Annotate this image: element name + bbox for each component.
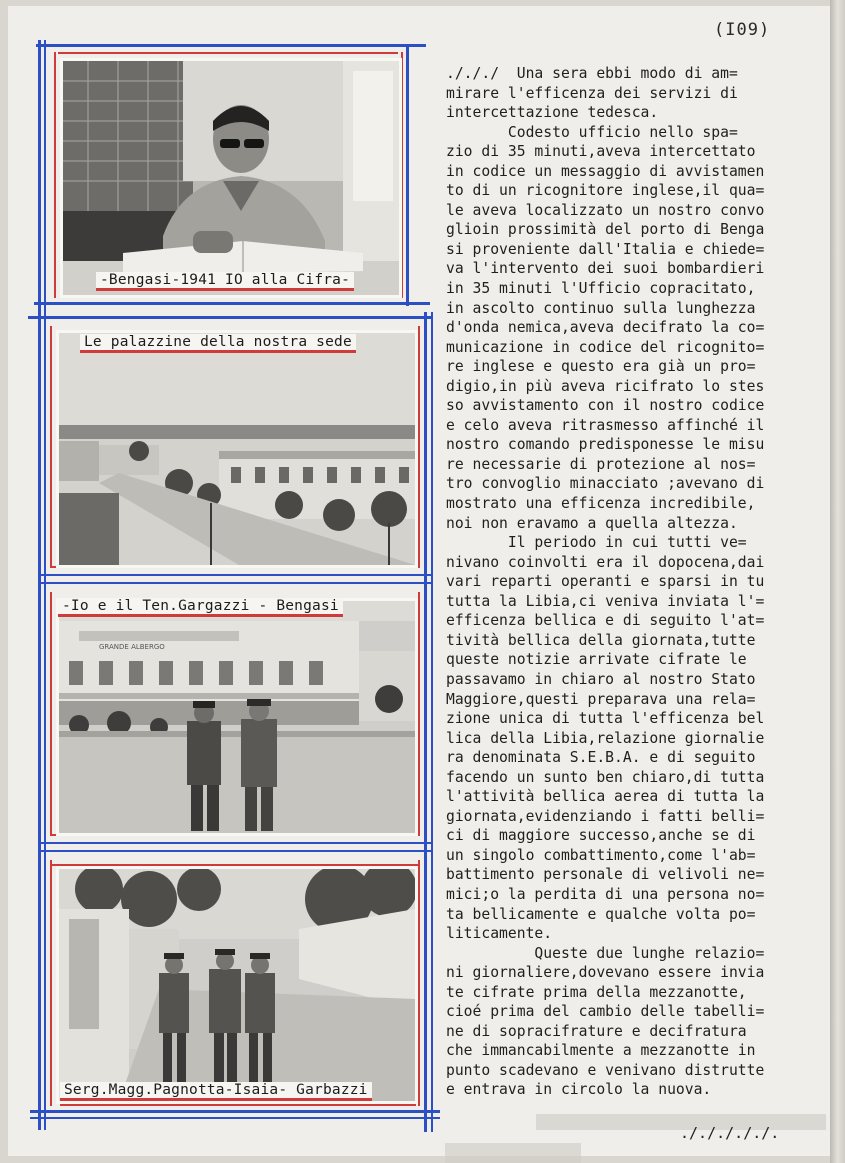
typed-line: te cifrate prima della mezzanotte,: [446, 983, 747, 1001]
typed-line: tutta la Libia,ci veniva inviata l'=: [446, 592, 765, 610]
typed-line: tro convoglio minacciato ;avevano di: [446, 475, 765, 493]
typed-line: zione unica di tutta l'efficenza bel: [446, 710, 765, 728]
typed-line: vari reparti operanti e sparsi in tu: [446, 573, 765, 591]
photo-three-men-walking: [56, 866, 418, 1104]
photo-caption: -Io e il Ten.Gargazzi - Bengasi: [58, 598, 343, 617]
typed-line: facendo un sunto ben chiaro,di tutta: [446, 768, 765, 786]
typed-line: tività bellica della giornata,tutte: [446, 631, 756, 649]
typed-line: d'onda nemica,aveva decifrato la co=: [446, 319, 765, 337]
typed-line: mici;o la perdita di una persona no=: [446, 885, 765, 903]
typed-line: mirare l'efficenza dei servizi di: [446, 84, 738, 102]
typed-line: l'attività bellica aerea di tutta la: [446, 788, 765, 806]
typed-line: ./././ Una sera ebbi modo di am=: [446, 65, 738, 82]
typed-line: in 35 minuti l'Ufficio copracitato,: [446, 280, 756, 298]
typed-line: efficenza bellica e di seguito l'at=: [446, 612, 765, 630]
typed-line: ta bellicamente e qualche volta po=: [446, 905, 756, 923]
typed-line: Codesto ufficio nello spa=: [446, 123, 738, 141]
typed-line: cioé prima del cambio delle tabelli=: [446, 1003, 765, 1021]
page-number: (I09): [714, 20, 771, 40]
typed-line: ra denominata S.E.B.A. e di seguito: [446, 749, 756, 767]
typed-line: glioin prossimità del porto di Benga: [446, 221, 765, 239]
typed-line: intercettazione tedesca.: [446, 104, 659, 122]
typed-line: re inglese e questo era già un pro=: [446, 358, 756, 376]
typed-line: queste notizie arrivate cifrate le: [446, 651, 747, 669]
photo-caption: -Bengasi-1941 IO alla Cifra-: [96, 272, 354, 291]
typed-line: Queste due lunghe relazio=: [446, 944, 765, 962]
page-edge: [830, 0, 845, 1163]
photo-two-officers: [56, 598, 418, 836]
typed-line: re necessarie di protezione al nos=: [446, 455, 756, 473]
typed-text-body: [446, 64, 826, 1100]
faded-stamp: [445, 1143, 581, 1163]
typed-line: in codice un messaggio di avvistamen: [446, 162, 765, 180]
end-marks: ./././././.: [680, 1124, 780, 1142]
photo-street-buildings: [56, 330, 418, 568]
typed-line: liticamente.: [446, 925, 553, 943]
typed-line: passavamo in chiaro al nostro Stato: [446, 670, 756, 688]
typed-line: e entrava in circolo la nuova.: [446, 1081, 712, 1099]
typed-line: noi non eravamo a quella altezza.: [446, 514, 738, 532]
typed-line: che immancabilmente a mezzanotte in: [446, 1042, 756, 1060]
photo-caption: Serg.Magg.Pagnotta-Isaia- Garbazzi: [60, 1082, 372, 1101]
typed-line: battimento personale di velivoli ne=: [446, 866, 765, 884]
typed-line: Maggiore,questi preparava una rela=: [446, 690, 756, 708]
typed-line: punto scadevano e venivano distrutte: [446, 1061, 765, 1079]
typed-line: un singolo combattimento,come l'ab=: [446, 846, 756, 864]
typed-line: nostro comando predisponesse le misu: [446, 436, 765, 454]
typed-line: nivano coinvolti era il dopocena,dai: [446, 553, 765, 571]
typed-line: ni giornaliere,dovevano essere invia: [446, 964, 765, 982]
typed-line: municazione in codice del ricognito=: [446, 338, 765, 356]
typed-line: lica della Libia,relazione giornalie: [446, 729, 765, 747]
typed-line: Il periodo in cui tutti ve=: [446, 534, 747, 552]
typed-line: va l'intervento dei suoi bombardieri: [446, 260, 765, 278]
hotel-sign: GRANDE ALBERGO: [99, 643, 165, 651]
typed-line: in ascolto continuo sulla lunghezza: [446, 299, 756, 317]
photo-man-at-desk: [60, 58, 402, 298]
photo-caption: Le palazzine della nostra sede: [80, 334, 356, 353]
typed-line: si proveniente dall'Italia e chiede=: [446, 240, 765, 258]
typed-line: mostrato una efficenza incredibile,: [446, 495, 756, 513]
typed-line: ci di maggiore successo,anche se di: [446, 827, 756, 845]
typed-line: to di un ricognitore inglese,il qua=: [446, 182, 765, 200]
typed-line: e celo aveva ritrasmesso affinché il: [446, 416, 765, 434]
typed-line: zio di 35 minuti,aveva intercettato: [446, 143, 756, 161]
typed-line: so avvistamento con il nostro codice: [446, 397, 765, 415]
typed-line: digio,in più aveva ricifrato lo stes: [446, 377, 765, 395]
typed-line: giornata,evidenziando i fatti belli=: [446, 807, 765, 825]
typed-line: ne di sopracifrature e decifratura: [446, 1022, 747, 1040]
typed-line: le aveva localizzato un nostro convo: [446, 201, 765, 219]
